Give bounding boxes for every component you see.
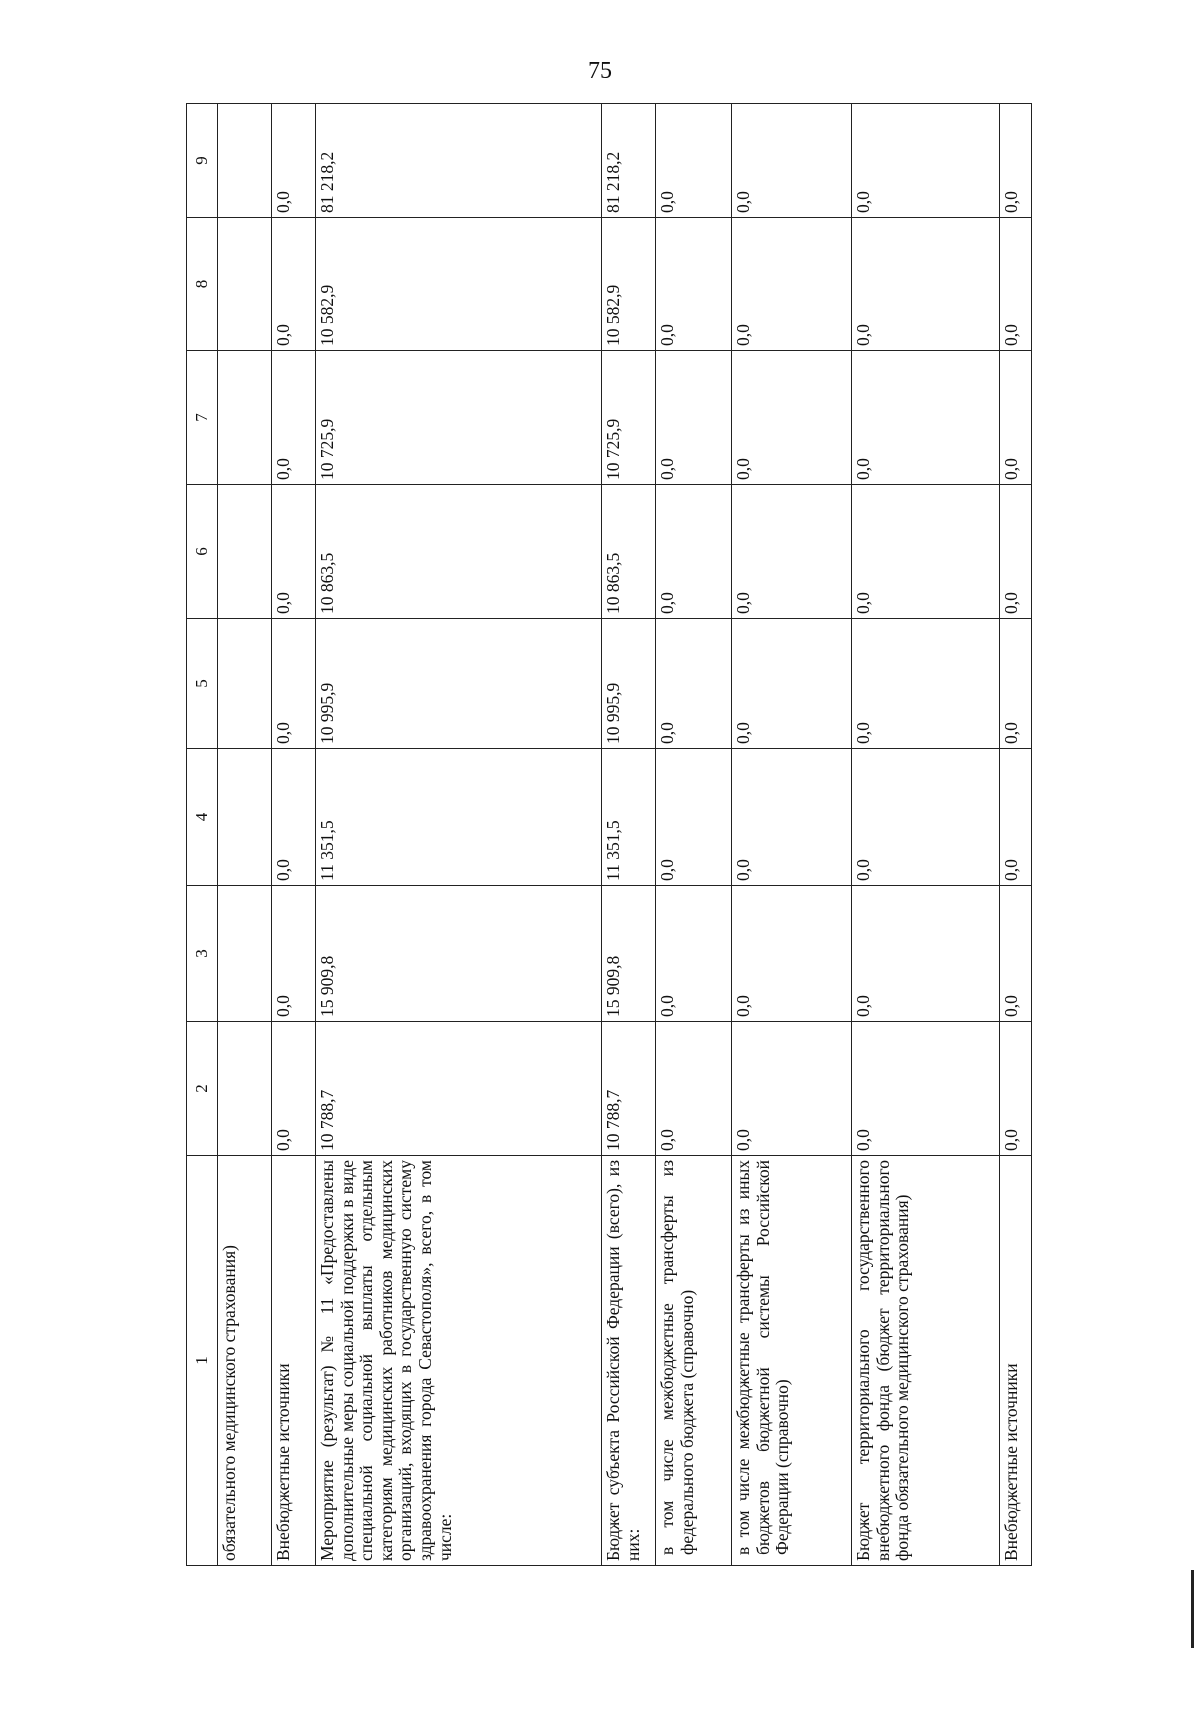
value-cell: 0,0 bbox=[1000, 218, 1032, 351]
column-header: 3 bbox=[187, 886, 218, 1022]
value-cell: 0,0 bbox=[656, 886, 732, 1022]
value-cell: 0,0 bbox=[656, 1022, 732, 1156]
value-cell: 0,0 bbox=[852, 1022, 1000, 1156]
row-label: Бюджет субъекта Российской Федерации (всего), из них: bbox=[602, 1156, 656, 1566]
value-cell: 15 909,8 bbox=[602, 886, 656, 1022]
value-cell: 0,0 bbox=[732, 218, 852, 351]
table-row bbox=[218, 104, 272, 1566]
value-cell: 0,0 bbox=[272, 1022, 316, 1156]
value-cell: 0,0 bbox=[1000, 104, 1032, 218]
table-row bbox=[852, 104, 1000, 1566]
table-row bbox=[602, 104, 656, 1566]
row-label: в том числе межбюджетные трансферты из иных бюджетов бюджетной системы Российской Федерации (справочно) bbox=[732, 1156, 852, 1566]
value-cell: 0,0 bbox=[656, 104, 732, 218]
value-cell: 81 218,2 bbox=[316, 104, 602, 218]
page-number: 75 bbox=[588, 58, 612, 84]
rotated-table-frame bbox=[186, 104, 1026, 1566]
value-cell: 0,0 bbox=[272, 886, 316, 1022]
column-header: 4 bbox=[187, 749, 218, 886]
value-cell: 15 909,8 bbox=[316, 886, 602, 1022]
value-cell: 0,0 bbox=[272, 749, 316, 886]
value-cell: 0,0 bbox=[732, 104, 852, 218]
value-cell: 0,0 bbox=[272, 351, 316, 485]
value-cell: 0,0 bbox=[272, 619, 316, 749]
value-cell: 0,0 bbox=[852, 218, 1000, 351]
value-cell: 0,0 bbox=[1000, 1022, 1032, 1156]
row-label: Внебюджетные источники bbox=[272, 1156, 316, 1566]
value-cell: 10 788,7 bbox=[316, 1022, 602, 1156]
value-cell: 0,0 bbox=[272, 104, 316, 218]
value-cell: 0,0 bbox=[732, 886, 852, 1022]
value-cell: 10 863,5 bbox=[316, 485, 602, 619]
row-label: обязательного медицинского страхования) bbox=[218, 1156, 272, 1566]
value-cell bbox=[218, 886, 272, 1022]
value-cell: 0,0 bbox=[852, 619, 1000, 749]
value-cell: 0,0 bbox=[656, 619, 732, 749]
scan-edge-mark bbox=[1191, 1570, 1194, 1648]
value-cell: 0,0 bbox=[852, 104, 1000, 218]
value-cell: 0,0 bbox=[1000, 749, 1032, 886]
column-header: 9 bbox=[187, 104, 218, 218]
value-cell bbox=[218, 104, 272, 218]
value-cell: 0,0 bbox=[1000, 886, 1032, 1022]
row-label: Бюджет территориального государственного внебюджетного фонда (бюджет территориального фонда обязательного медицинского страхования) bbox=[852, 1156, 1000, 1566]
value-cell: 0,0 bbox=[272, 485, 316, 619]
value-cell bbox=[218, 619, 272, 749]
value-cell: 0,0 bbox=[656, 485, 732, 619]
value-cell: 0,0 bbox=[732, 1022, 852, 1156]
value-cell: 0,0 bbox=[1000, 485, 1032, 619]
value-cell: 0,0 bbox=[732, 619, 852, 749]
value-cell: 0,0 bbox=[656, 749, 732, 886]
value-cell: 0,0 bbox=[732, 351, 852, 485]
row-label: Внебюджетные источники bbox=[1000, 1156, 1032, 1566]
value-cell: 0,0 bbox=[852, 886, 1000, 1022]
table-row bbox=[272, 104, 316, 1566]
value-cell: 0,0 bbox=[732, 485, 852, 619]
value-cell: 10 995,9 bbox=[602, 619, 656, 749]
row-label: Мероприятие (результат) № 11 «Предоставлены дополнительные меры социальной поддержки в виде специальной социальной выплаты отдельным категориям медицинских работников медицинских организаций, входящих в государственную систему здравоохранения города Севастополя», всего, в том числе: bbox=[316, 1156, 602, 1566]
value-cell: 0,0 bbox=[852, 485, 1000, 619]
value-cell: 0,0 bbox=[1000, 351, 1032, 485]
value-cell: 0,0 bbox=[852, 749, 1000, 886]
column-header: 7 bbox=[187, 351, 218, 485]
value-cell bbox=[218, 485, 272, 619]
column-header: 2 bbox=[187, 1022, 218, 1156]
value-cell: 0,0 bbox=[1000, 619, 1032, 749]
table-row bbox=[732, 104, 852, 1566]
value-cell: 0,0 bbox=[732, 749, 852, 886]
value-cell bbox=[218, 1022, 272, 1156]
column-header: 8 bbox=[187, 218, 218, 351]
value-cell bbox=[218, 218, 272, 351]
value-cell: 10 788,7 bbox=[602, 1022, 656, 1156]
value-cell: 10 582,9 bbox=[316, 218, 602, 351]
value-cell: 0,0 bbox=[656, 218, 732, 351]
column-header: 6 bbox=[187, 485, 218, 619]
value-cell bbox=[218, 749, 272, 886]
column-number-row bbox=[187, 104, 218, 1566]
table-row bbox=[656, 104, 732, 1566]
value-cell: 0,0 bbox=[656, 351, 732, 485]
value-cell bbox=[218, 351, 272, 485]
value-cell: 0,0 bbox=[272, 218, 316, 351]
column-header: 5 bbox=[187, 619, 218, 749]
value-cell: 10 725,9 bbox=[316, 351, 602, 485]
value-cell: 10 725,9 bbox=[602, 351, 656, 485]
column-header: 1 bbox=[187, 1156, 218, 1566]
table-row bbox=[316, 104, 602, 1566]
table-row bbox=[1000, 104, 1032, 1566]
value-cell: 11 351,5 bbox=[602, 749, 656, 886]
value-cell: 10 995,9 bbox=[316, 619, 602, 749]
financing-table bbox=[186, 103, 1032, 1566]
row-label: в том числе межбюджетные трансферты из федерального бюджета (справочно) bbox=[656, 1156, 732, 1566]
value-cell: 11 351,5 bbox=[316, 749, 602, 886]
value-cell: 10 863,5 bbox=[602, 485, 656, 619]
value-cell: 81 218,2 bbox=[602, 104, 656, 218]
value-cell: 10 582,9 bbox=[602, 218, 656, 351]
value-cell: 0,0 bbox=[852, 351, 1000, 485]
